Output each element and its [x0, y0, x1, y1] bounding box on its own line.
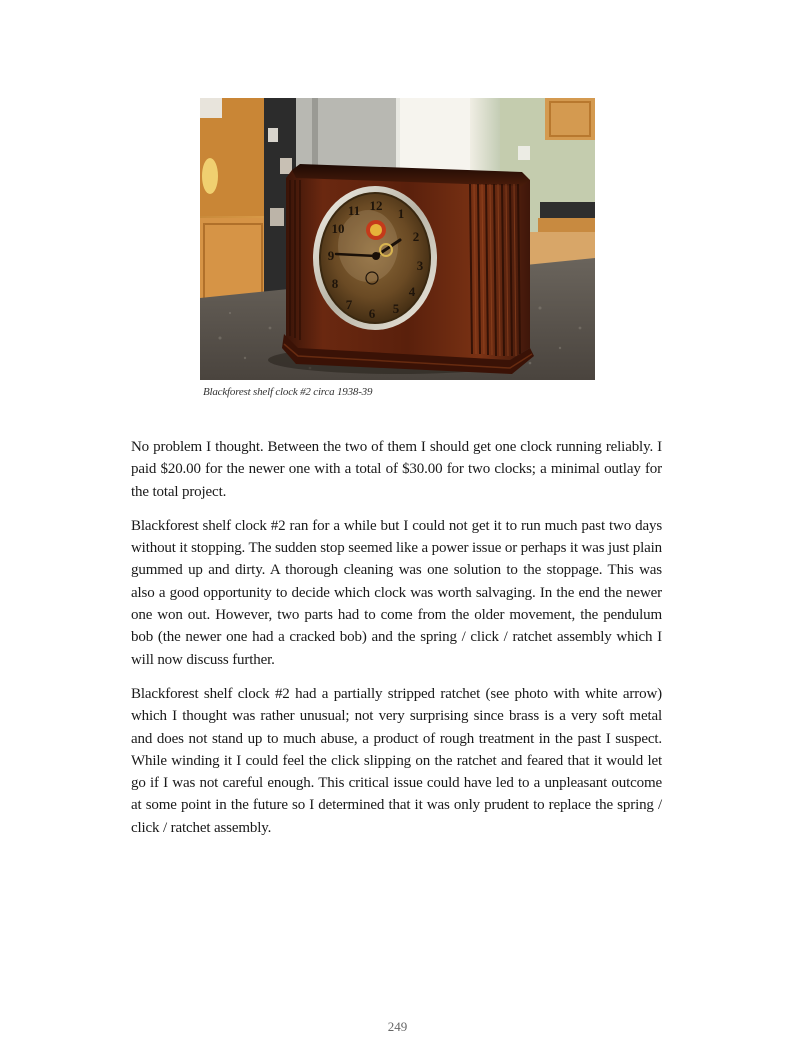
body-text — [131, 436, 662, 851]
clock-numeral: 2 — [412, 229, 420, 244]
paragraph: No problem I thought. Between the two of them I should get one clock running reliably. I paid $20.00 for the newer one with a total of $30.00 for two clocks; a minimal outlay for the total project. — [131, 439, 662, 500]
clock-numeral: 8 — [331, 276, 339, 291]
clock-numeral: 9 — [327, 248, 335, 263]
clock-numeral: 6 — [368, 306, 376, 321]
clock-numeral: 10 — [331, 221, 345, 236]
paragraph: Blackforest shelf clock #2 had a partially stripped ratchet (see photo with white arrow) which I thought was rather unusual; not very surprising since brass is a very soft metal and does not stand up to much abuse, a product of rough treatment in the past I suspect. While winding it I could feel the click slipping on the ratchet and feared that it would let go if I was not careful enough. This critical issue could have led to a unpleasant outcome at some point in the future so I determined that it was only prudent to replace the spring / click / ratchet assembly. — [131, 685, 662, 836]
clock-photo — [200, 98, 595, 380]
clock-numeral: 12 — [369, 198, 383, 213]
clock-numeral: 7 — [345, 297, 353, 312]
clock-numeral: 11 — [347, 203, 361, 218]
figure-caption: Blackforest shelf clock #2 circa 1938-39 — [203, 386, 373, 398]
clock-numeral: 3 — [416, 258, 424, 273]
clock-numeral: 5 — [392, 301, 400, 316]
clock-numeral: 1 — [397, 206, 405, 221]
clock-numeral: 4 — [408, 284, 416, 299]
page-number: 249 — [387, 1019, 408, 1034]
paragraph: Blackforest shelf clock #2 ran for a while but I could not get it to run much past two days without it stopping. The sudden stop seemed like a power issue or perhaps it was just plain gummed up and dirty. A thorough cleaning was one solution to the stoppage. This was also a good opportunity to decide which clock was worth salvaging. In the end the newer one won out. However, two parts had to come from the older movement, the pendulum bob (the newer one had a cracked bob) and the spring / click / ratchet assembly which I will now discuss further. — [131, 517, 662, 668]
